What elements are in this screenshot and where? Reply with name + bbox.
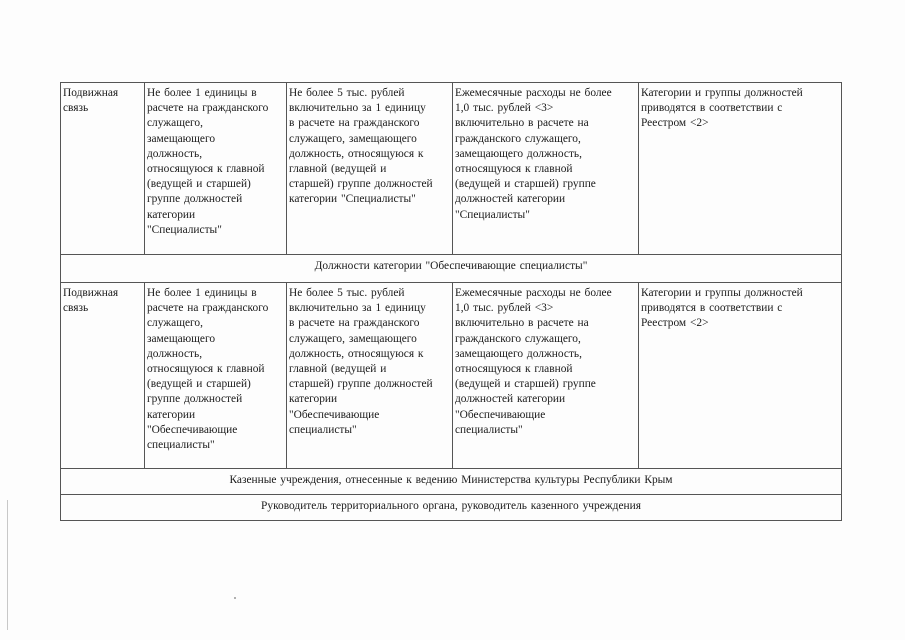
section-header: Казенные учреждения, отнесенные к ведению Министерства культуры Республики Крым — [61, 469, 842, 495]
section-header: Руководитель территориального органа, руководитель казенного учреждения — [61, 495, 842, 521]
cell-monthly-expenses: Ежемесячные расходы не более 1,0 тыс. рублей <3> включительно в расчете на гражданского служащего, замещающего должность, относящуюся к главной (ведущей и старшей) группе должностей категории "Специалисты" — [453, 83, 639, 255]
table-row — [61, 83, 842, 255]
section-header-row — [61, 469, 842, 495]
norms-table — [60, 82, 842, 521]
cell-quantity: Не более 1 единицы в расчете на гражданского служащего, замещающего должность, относящуюся к главной (ведущей и старшей) группе должностей категории "Обеспечивающие специалисты" — [145, 283, 287, 469]
cell-price: Не более 5 тыс. рублей включительно за 1 единицу в расчете на гражданского служащего, замещающего должность, относящуюся к главной (ведущей и старшей) группе должностей категории "Специалисты" — [287, 83, 453, 255]
section-header: Должности категории "Обеспечивающие специалисты" — [61, 255, 842, 283]
cell-categories: Категории и группы должностей приводятся в соответствии с Реестром <2> — [639, 83, 842, 255]
cell-service-type: Подвижная связь — [61, 83, 145, 255]
cell-service-type: Подвижная связь — [61, 283, 145, 469]
cell-monthly-expenses: Ежемесячные расходы не более 1,0 тыс. рублей <3> включительно в расчете на гражданского служащего, замещающего должность, относящуюся к главной (ведущей и старшей) группе должностей категории "Обеспечивающие специалисты" — [453, 283, 639, 469]
section-header-row — [61, 495, 842, 521]
cell-price: Не более 5 тыс. рублей включительно за 1 единицу в расчете на гражданского служащего, замещающего должность, относящуюся к главной (ведущей и старшей) группе должностей категории "Обеспечивающие специалисты" — [287, 283, 453, 469]
scan-margin-line — [7, 500, 8, 630]
cell-quantity: Не более 1 единицы в расчете на гражданского служащего, замещающего должность, относящуюся к главной (ведущей и старшей) группе должностей категории "Специалисты" — [145, 83, 287, 255]
table-row — [61, 283, 842, 469]
scan-speck — [234, 597, 236, 599]
cell-categories: Категории и группы должностей приводятся в соответствии с Реестром <2> — [639, 283, 842, 469]
section-header-row — [61, 255, 842, 283]
